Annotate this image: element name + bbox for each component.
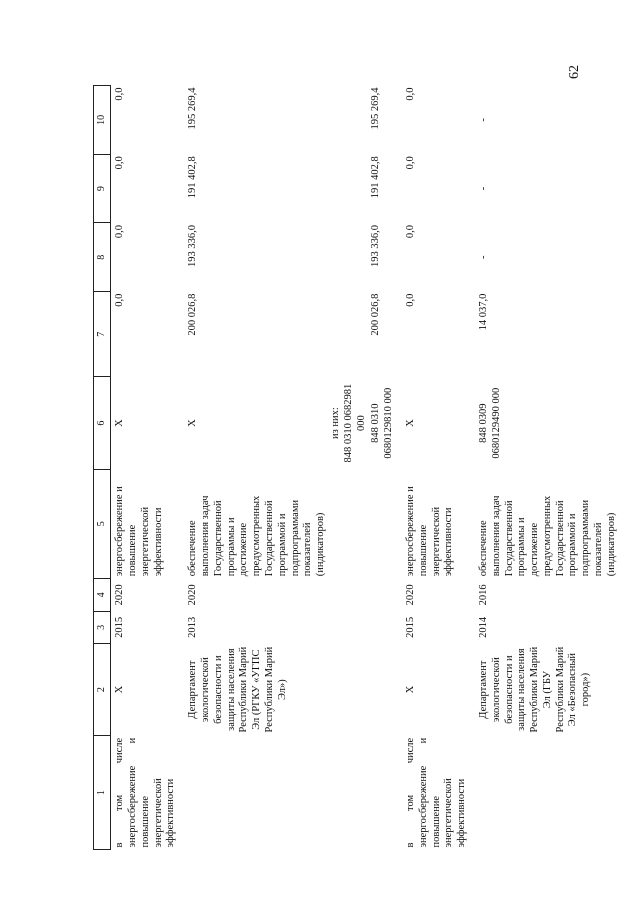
cell-end-year [369, 578, 397, 611]
cell-value-7: 200 026,8 [370, 293, 382, 336]
cell-value-10: 0,0 [404, 87, 416, 101]
cell-start-year: 2014 [477, 616, 489, 638]
column-header: 3 [94, 611, 111, 643]
cell-value-10: 0,0 [114, 87, 126, 101]
cell-result: энергосбережение и повышение энергетической эффективности [404, 486, 455, 577]
column-header: 10 [94, 86, 111, 155]
table-row [111, 86, 179, 850]
table-row [369, 86, 397, 850]
cell-result [369, 469, 397, 578]
cell-start-year: 2015 [114, 616, 126, 638]
cell-value-9 [329, 154, 369, 223]
cell-value-8: 193 336,0 [187, 224, 199, 267]
cell-description [329, 736, 369, 850]
cell-start-year: 2013 [187, 616, 199, 638]
cell-value-7 [329, 292, 369, 377]
cell-value-8: 193 336,0 [370, 224, 382, 267]
cell-code: из них: 848 0310 0682981 000 [329, 383, 367, 463]
table-row [470, 86, 620, 850]
cell-value-9: 0,0 [114, 156, 126, 170]
cell-executor: Х [404, 685, 416, 694]
cell-executor: Х [114, 685, 126, 694]
cell-value-8: 0,0 [114, 224, 126, 239]
cell-end-year: 2020 [114, 584, 126, 606]
table-row [397, 86, 470, 850]
table-row [329, 86, 369, 850]
cell-value-9: 191 402,8 [187, 156, 199, 199]
cell-result [329, 469, 369, 578]
cell-description: в том числе энергосбережение и повышение энергетической эффективности [114, 737, 177, 848]
cell-value-10: - [477, 118, 489, 122]
column-header: 6 [94, 377, 111, 469]
cell-start-year: 2015 [404, 616, 416, 638]
column-header: 8 [94, 223, 111, 292]
table-row [179, 86, 329, 850]
cell-executor: Департамент экологической безопасности и защиты населения Республики Марий Эл (РГКУ «УГПС Республики Марий Эл») [187, 646, 288, 733]
cell-value-10: 195 269,4 [370, 87, 382, 130]
cell-result: энергосбережение и повышение энергетической эффективности [114, 486, 164, 577]
cell-result: обеспечение выполнения задач Государственной программы и достижение предусмотренных Государственной программой и подпрограммами показателей (индикаторов) [477, 495, 617, 577]
cell-code: Х [187, 419, 199, 427]
cell-value-7: 0,0 [404, 293, 416, 307]
cell-code: Х [114, 419, 126, 427]
cell-description [470, 736, 620, 850]
header-row [94, 86, 111, 850]
cell-end-year: 2016 [477, 584, 489, 606]
cell-executor: Департамент экологической безопасности и защиты населения Республики Марий Эл (ГБУ Республики Марий Эл «Безопасный город») [477, 646, 592, 733]
cell-result: обеспечение выполнения задач Государственной программы и достижение предусмотренных Государственной программой и подпрограммами показателей (индикаторов) [187, 495, 327, 577]
cell-description: в том числе энергосбережение и повышение энергетической эффективности [404, 737, 468, 848]
cell-value-9: - [477, 186, 489, 191]
cell-code: Х [404, 419, 416, 427]
cell-description [179, 736, 329, 850]
cell-end-year: 2020 [187, 584, 199, 606]
cell-code: 848 0309 0680129490 000 [477, 387, 502, 459]
program-table [93, 85, 620, 850]
cell-value-8: - [477, 255, 489, 260]
cell-start-year [369, 611, 397, 643]
cell-description [369, 736, 397, 850]
cell-value-8 [329, 223, 369, 292]
cell-value-8: 0,0 [404, 224, 416, 239]
column-header: 9 [94, 154, 111, 223]
cell-value-7: 0,0 [114, 293, 126, 307]
cell-value-7: 200 026,8 [187, 293, 199, 336]
cell-value-10 [329, 86, 369, 155]
column-header: 4 [94, 578, 111, 611]
cell-value-9: 0,0 [404, 156, 416, 170]
column-header: 1 [94, 736, 111, 850]
column-header: 7 [94, 292, 111, 377]
cell-code: 848 0310 0680129810 000 [370, 387, 395, 459]
cell-value-10: 195 269,4 [187, 87, 199, 130]
cell-executor [369, 643, 397, 735]
cell-value-9: 191 402,8 [370, 156, 382, 199]
column-header: 5 [94, 469, 111, 578]
cell-start-year [329, 611, 369, 643]
column-header: 2 [94, 643, 111, 735]
cell-end-year [329, 578, 369, 611]
cell-value-7: 14 037,0 [477, 293, 489, 331]
cell-executor [329, 643, 369, 735]
cell-end-year: 2020 [404, 584, 416, 606]
page-number: 62 [567, 65, 582, 79]
